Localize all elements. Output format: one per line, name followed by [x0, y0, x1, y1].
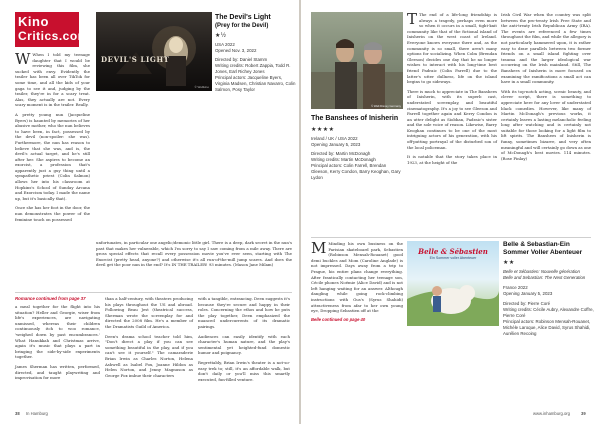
- banshees-para-2: There is much to appreciate in The Banshees of Inisherin, with its superb cast, understated screenplay, and beautiful cinematography. It's a joy to see Gleeson and Farrell together again and Kerry Condon is an utter delight as Siobhan, Padraic's sister and the sole voice of reason. Likewise, Barry Keoghan continues to be one of the most intriguing actors of his generation, with his off-putting portrayal of the disturbed son of the local policeman.: [407, 88, 497, 150]
- belle-col-1: [311, 241, 403, 322]
- belle-opening: Opening January 5, 2023: [503, 291, 553, 296]
- devils-light-para-1-text: When I told my teenage daughter that I would be reviewing this film, she sucked with envy. Evidently the trailer has been all over TikTok for some time, and all the kids of your gaga to see it and, judging by the trailer, they're in for a scary treat. Alas, they actually are not. Every scary moment is in the trailer. Really.: [15, 52, 90, 108]
- belle-continued-label: Belle continued on page 40: [311, 316, 366, 322]
- poster-credit: © Weltkino: [194, 85, 209, 89]
- romance-para-6: Audiences can easily identify with each character's human nature, and the play's sentimental yet heighted-fund domestic humor and poignancy.: [198, 333, 290, 356]
- right-section-divider: [311, 237, 591, 238]
- banshees-directed: Directed by: Martin McDonagh: [311, 151, 371, 156]
- romance-para-4: Deen's drama school teacher told him, "Don't direct a play if you can see something beautiful in the play, and if you can't see it yourself." The camaraderie Brian Irwin as Charles Norton, Helena Ashwell as Isabel Fox, Joanne Hildon as Helen Norton, and Jenny Magnuson as George Fox imbue their characters: [105, 333, 193, 378]
- right-page-number: 39: [581, 411, 586, 416]
- poster-title: DEVIL'S LIGHT: [101, 55, 170, 64]
- romance-para-1: a meal together for the flight into his situation? Heller and Georgie, wiser from life's experiences, are navigating unmissed, whereas their children continuously itch to woo romance, 'weighed down by past encumbrances.' What Hanukkah and Christmas arrive, again it's music that plays a part in bringing the side-by-side experiments together.: [15, 304, 100, 360]
- banshees-drop-cap: T: [407, 10, 418, 28]
- devils-light-subtitle: (Prey for the Devil): [215, 23, 269, 29]
- romance-col-1: [15, 296, 100, 381]
- devils-light-para-1: [15, 52, 90, 108]
- belle-drop-cap: M: [311, 239, 327, 257]
- devils-light-country-year: USA 2022: [215, 42, 235, 47]
- banshees-info: [311, 115, 403, 181]
- devils-light-opened: Opened Nov. 3, 2022: [215, 48, 257, 53]
- belle-poster-tagline: Ein Sommer voller Abenteuer: [429, 256, 477, 260]
- devils-light-directed: Directed by: Daniel Stamm: [215, 57, 268, 62]
- devils-light-col-1: [15, 52, 90, 222]
- banshees-para-5: With its top-notch acting, scenic beauty, and clever script, there is something to appreciate here for any lover of understated black comedies. However, like many of Martin McDonagh's previous works, it certainly leaves a lasting melancholic feeling long after watching and is certainly not suitable for those looking for a light film to lift spirits. The Banshees of Inisherin is funny, sometimes bizarre, and very often meaningful and will certainly go down as one of McDonagh's best movies. 114 minutes. (Rose Finlay): [501, 88, 591, 161]
- right-page: [301, 0, 600, 424]
- logo-line-1: Kino: [18, 14, 49, 29]
- belle-country-year: France 2022: [503, 285, 528, 290]
- romance-col-2: [105, 296, 193, 378]
- banshees-photo: [311, 12, 403, 109]
- belle-poster: [407, 241, 499, 326]
- devils-light-title: The Devil's Light: [215, 14, 271, 21]
- left-page-number: 38: [15, 411, 20, 416]
- banshees-para-3: It is notable that the story takes place in 1923, at the height of the: [407, 154, 497, 165]
- devils-light-rating: ★½: [215, 33, 227, 39]
- banshees-photo-credit: © Walt Disney Germany: [371, 104, 401, 108]
- romance-col-3: [198, 296, 290, 382]
- belle-alt-title-2: Belle and Sebastian: The Next Generation: [503, 275, 586, 280]
- left-page: [0, 0, 299, 424]
- banshees-country-year: Ireland / UK / USA 2022: [311, 136, 358, 141]
- romance-para-3: than a half-century, with theaters producing his plays throughout the US and abroad. Following Beau Jest (theatrical success, Sherman wrote the screenplay for and directed the 2008 film. He's a member of the Dramatists Guild of America.: [105, 296, 193, 329]
- right-page-url: www.inhamburg.org: [533, 411, 571, 416]
- banshees-actors: Principal actors: Colin Farrell, Brendan Gleeson, Kerry Condon, Barry Keoghan, Gary Lydon: [311, 163, 401, 180]
- banshees-photo-art: [311, 12, 403, 109]
- banshees-col-1: [407, 12, 497, 165]
- banshees-rating: ★★★★: [311, 127, 335, 133]
- devils-light-info: [215, 14, 297, 93]
- romance-para-2: James Sherman has written, performed, directed, and taught playwriting and improvisation for more: [15, 363, 100, 381]
- belle-poster-title: Belle & Sébastien: [418, 247, 488, 256]
- logo-line-2: Critics.com: [18, 29, 89, 43]
- drop-cap: W: [15, 50, 31, 68]
- devils-light-para-3: Once she has her foot in the door, the nun demonstrates the power of the feminine touch on possessed: [15, 205, 90, 222]
- belle-title: Belle & Sebastian-Ein Sommer Voller Abenteuer: [503, 241, 583, 256]
- devils-light-writing: Writing credits: Robert Zappia, Todd R. Jones, Earl Richey Jones: [215, 63, 291, 74]
- banshees-para-1: [407, 12, 497, 85]
- devils-light-actors: Principal actors: Jacqueline Byers, Virginia Madsen, Christian Navarro, Colin Salmon, Posy Taylor: [215, 75, 296, 92]
- devils-light-col-2: unfortunates, in particular one angelic/demonic little girl. There is a deep, dark secret in the nun's past that makes her vulnerable, which I'm sorry to say I saw coming from a mile away. There are gross special effects that recall every possession movie you've ever seen, starting with The Exorcist (pretty head, anyone?) and otherwise it's all run-of-the-mill jump scares. And does the devil get the poor nun in the end? It's IN THE TRAILER! 93 minutes. (Mason Jane Milam): [96, 240, 292, 268]
- poster-art: [96, 12, 212, 91]
- belle-actors: Principal actors: Robinson Mensah-Rouanet, Michèle Laroque, Alice David, Syrus Shahidi, Aurélien Recoing: [503, 319, 591, 336]
- belle-para-1-text: Minding his own business on the Parisian skateboard park, Sebastien (Robinson Mensah-Rouanet) good demi buckles and Mom (Caroline Anglade) is not impressed. Days away from a trip to Prague, his entire plans change everything. After frantically contacting her teenage son, Cécile phones Noémie (Alice David) and is not left hanging waiting for an answer. Although dangling while going rock-climbing instructions with Gus's (Syrus Shahidi) attractiveness from afar to her own young eye, Dropping Sebastien off at the: [311, 241, 403, 314]
- belle-rating: ★★: [503, 260, 515, 266]
- romance-para-7: Regrettably, Brian Irwin's theater is a not-so-easy trek to; still, it's an affordable walk, but don't daily or you'll miss this smartly executed, fun-filled venture.: [198, 359, 290, 382]
- banshees-col-2: [501, 12, 591, 161]
- belle-directed: Directed by: Pierre Coré: [503, 301, 551, 306]
- belle-info: [503, 241, 595, 337]
- kinocritics-logo: [15, 12, 89, 47]
- devils-light-para-2: A pretty young nun (Jacqueline Byers) is haunted by memories of her abusive mother, who the nun believes to have been, in fact, possessed by the devil (non-spoiler: she was). Furthermore, the nun has reason to believe that she was, and is, the devil's actual target, and he's still after her. She aspires to become an exorcist, a profession that's apparently just a guy thing until a sympathetic priest (Colin Salmon) allows her into his classroom at Hopkins's School of Sunday Arcana and Exorcism today. I made the name up, but it's basically that).: [15, 111, 90, 201]
- banshees-para-1-text: The end of a life-long friendship is always a tragedy, perhaps even more so when it occurs in a small, tight-knit community like that of the fictional island of Inisherin on the west coast of Ireland. Everyone knows everyone there and, as the community is so small, there aren't many options for socializing. When Colm (Brendan Gleeson) decides one day that he no longer wishes to interact with his long-time best friend Padraic (Colin Farrell) due to the latter's utter dullness, life on the island begins to go sideways.: [407, 12, 497, 85]
- left-page-label: In Hamburg: [26, 411, 48, 416]
- belle-writing: Writing credits: Cécile Aubry, Alexandre Coffre, Pierre Coré: [503, 307, 594, 318]
- section-divider: [15, 292, 292, 293]
- banshees-opening: Opening January 5, 2023: [311, 142, 361, 147]
- romance-continued-label: Romance continued from page 37: [15, 296, 86, 301]
- banshees-title: The Banshees of Inisherin: [311, 115, 399, 122]
- belle-para-1: [311, 241, 403, 314]
- romance-para-5: with a tangible, entrancing. Deen suggests it's because they're secure and happy in their roles. Concerning the ethos and how he puts the play together, Deen emphasized the nuanced undercurrents of its dramatic pairings.: [198, 296, 290, 329]
- banshees-writing: Writing credits: Martin McDonagh: [311, 157, 376, 162]
- belle-alt-title: Belle et Sébastien: Nouvelle génération: [503, 269, 580, 274]
- banshees-para-4: Irish Civil War when the country was split between the pro-treaty Irish Free State and the anti-treaty Irish Republican Army (IRA). The events are referenced a few times throughout the film, and while the allegory is not particularly hammered upon, it is rather easy to draw parallels between two former friends on a small island fighting over trauma and the larger ideological war occurring on the Irish mainland. Still, The Banshees of Inisherin is more focused on examining the ramifications a small act can have in a small community.: [501, 12, 591, 85]
- devils-light-poster: [96, 12, 212, 91]
